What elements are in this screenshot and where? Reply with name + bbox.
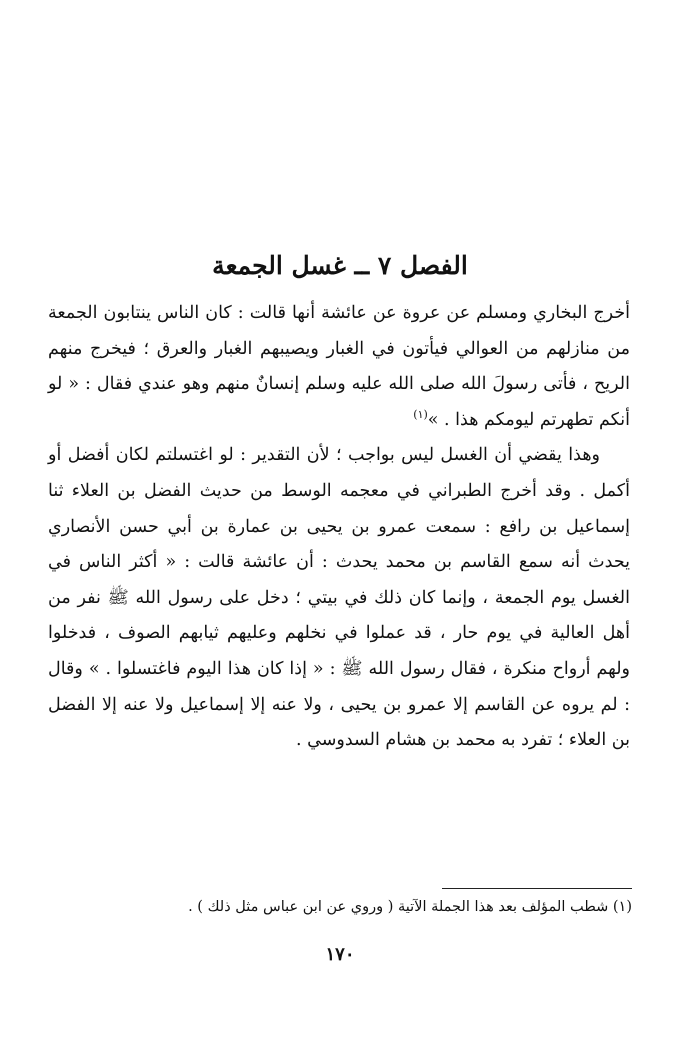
paragraph (48, 296, 630, 438)
page-number: ١٧٠ (325, 944, 355, 965)
paragraph-text: أخرج البخاري ومسلم عن عروة عن عائشة أنها قالت : كان الناس ينتابون الجمعة من منازلهم من العوالي فيأتون في الغبار ويصيبهم الغبار والعرق ؛ فيخرج منهم الريح ، فأتى رسولَ الله صلى الله عليه وسلم إنسانٌ منهم وهو عندي فقال : « لو أنكم تطهرتم ليومكم هذا . » (48, 303, 630, 430)
body-text (48, 296, 630, 759)
chapter-title: الفصل ٧ ــ غسل الجمعة (212, 251, 468, 280)
paragraph (48, 438, 630, 758)
paragraph-text: وهذا يقضي أن الغسل ليس بواجب ؛ لأن التقدير : لو اغتسلتم لكان أفضل أو أكمل . وقد أخرج الطبراني في معجمه الوسط من حديث الفضل بن العلاء ثنا إسماعيل بن رافع : سمعت عمرو بن يحيى بن عمارة بن أبي حسن الأنصاري يحدث أنه سمع القاسم بن محمد يحدث : أن عائشة قالت : « أكثر الناس في الغسل يوم الجمعة ، وإنما كان ذلك في بيتي ؛ دخل على رسول الله ﷺ نفر من أهل العالية في يوم حار ، قد عملوا في نخلهم وعليهم ثيابهم الصوف ، فدخلوا ولهم أرواح منكرة ، فقال رسول الله ﷺ : « إذا كان هذا اليوم فاغتسلوا . » وقال : لم يروه عن القاسم إلا عمرو بن يحيى ، ولا عنه إلا إسماعيل ولا عنه إلا الفضل بن العلاء ؛ تفرد به محمد بن هشام السدوسي . (48, 445, 630, 751)
footnote-divider (442, 888, 632, 889)
footnote: (١) شطب المؤلف بعد هذا الجملة الآتية ( وروي عن ابن عباس مثل ذلك ) . (188, 899, 632, 915)
footnote-reference[interactable]: (١) (413, 407, 428, 421)
